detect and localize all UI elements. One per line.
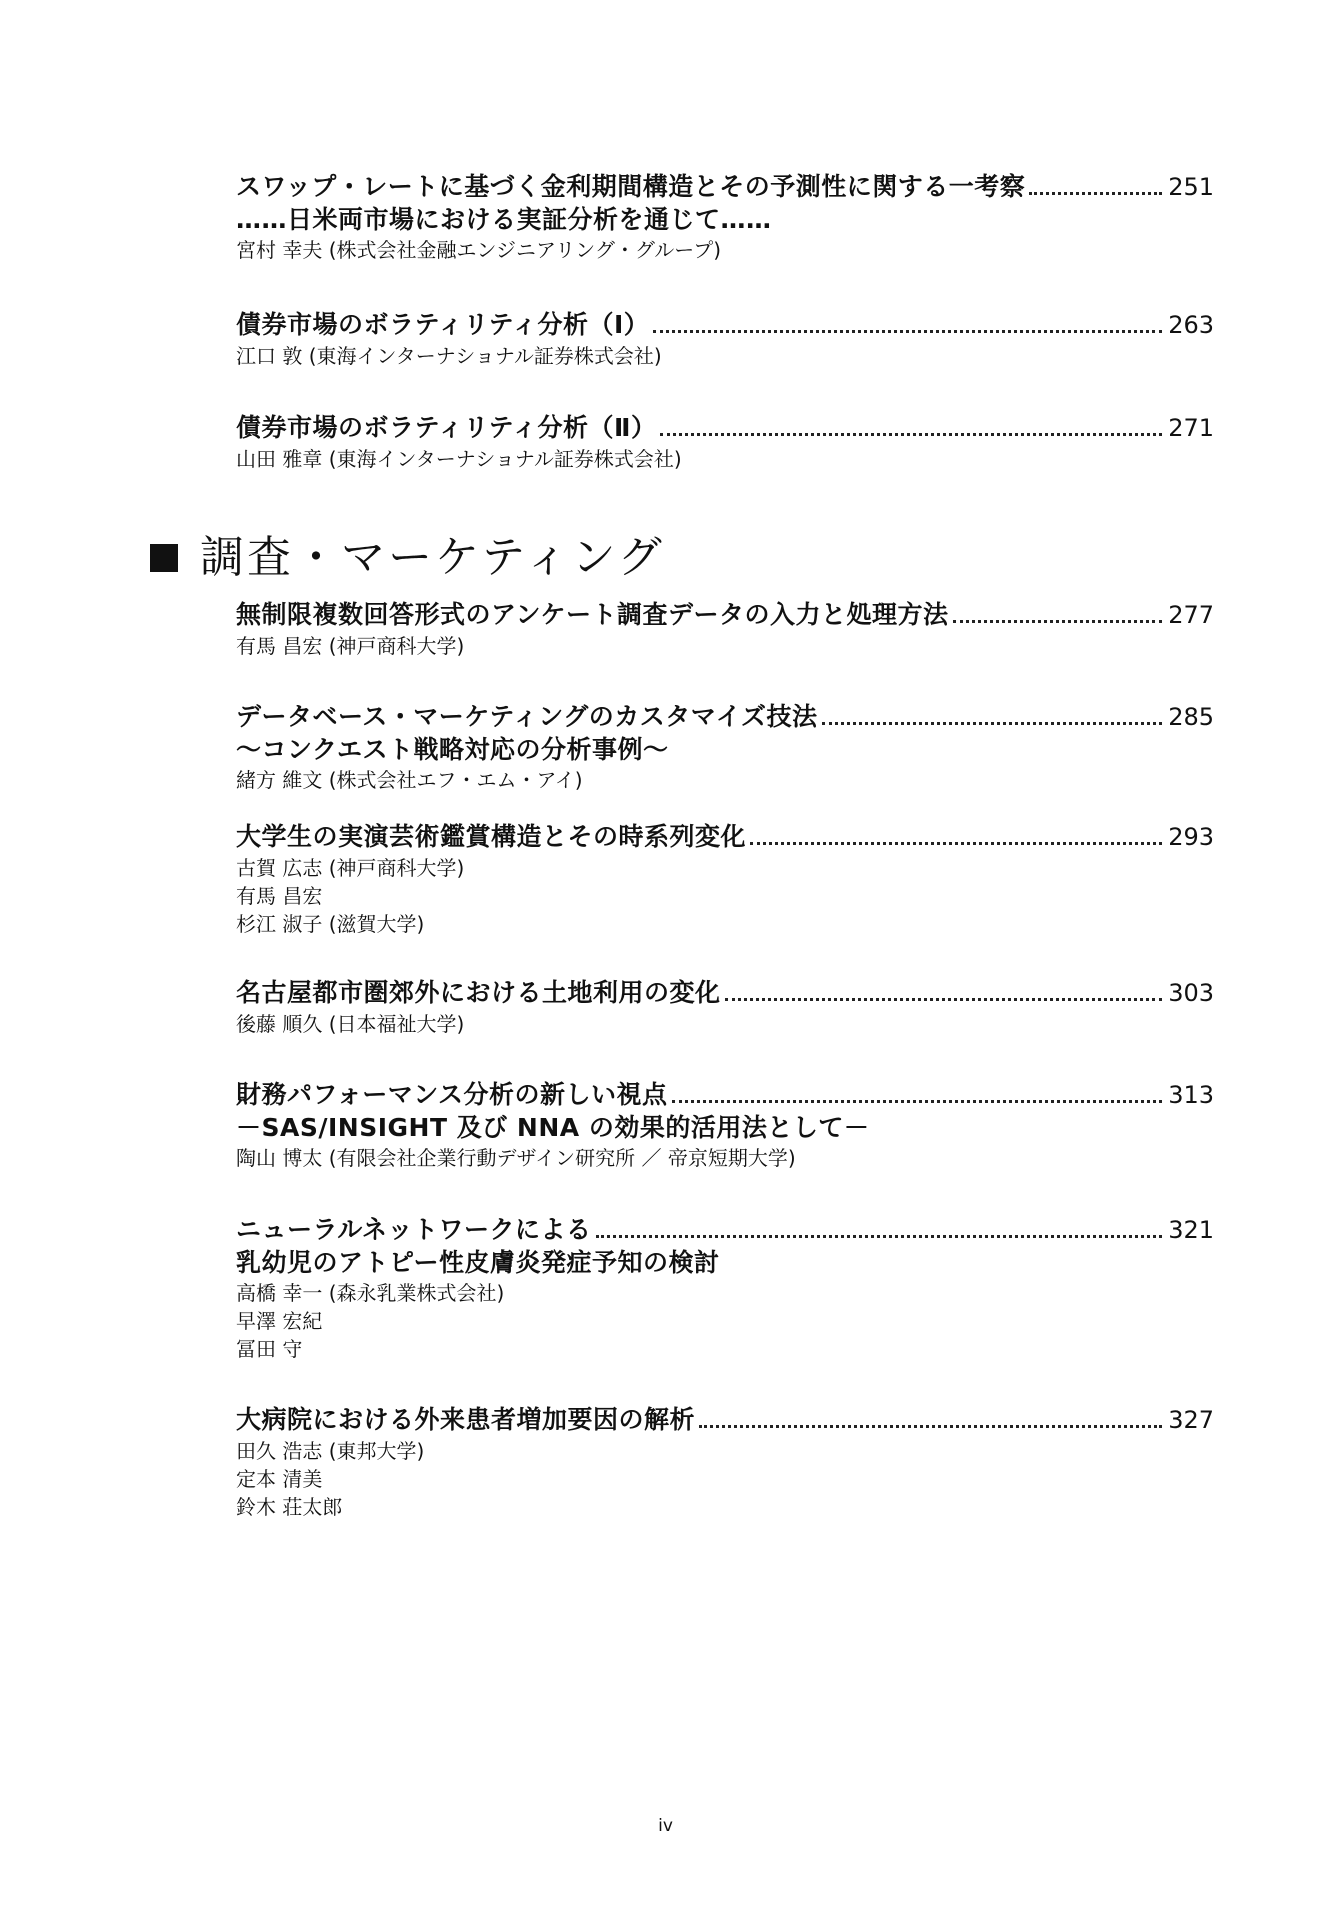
entry-subtitle: 乳幼児のアトピー性皮膚炎発症予知の検討 — [236, 1248, 720, 1277]
entry-author: 宮村 幸夫 (株式会社金融エンジニアリング・グループ) — [236, 238, 722, 262]
entry-subtitle: －SAS/INSIGHT 及び NNA の効果的活用法として－ — [236, 1113, 870, 1142]
entry-page-number: 303 — [1168, 979, 1214, 1007]
entry-title[interactable]: 無制限複数回答形式のアンケート調査データの入力と処理方法 — [236, 600, 949, 629]
entry-author: 江口 敦 (東海インターナショナル証券株式会社) — [236, 344, 662, 368]
toc-entry-row — [236, 1213, 1214, 1247]
dot-leader — [725, 998, 1163, 1001]
entry-author: 古賀 広志 (神戸商科大学) — [236, 856, 465, 880]
toc-entry — [236, 976, 1214, 1038]
toc-entry-row — [236, 820, 1214, 854]
dot-leader — [596, 1235, 1163, 1238]
dot-leader — [750, 842, 1162, 845]
entry-title[interactable]: 債券市場のボラティリティ分析（Ⅱ） — [236, 413, 657, 442]
toc-entry — [236, 1213, 1214, 1363]
toc-entry-row — [236, 598, 1214, 632]
toc-entry — [236, 820, 1214, 938]
entry-title[interactable]: ニューラルネットワークによる — [236, 1215, 592, 1244]
toc-entry — [236, 700, 1214, 794]
toc-entry — [236, 1078, 1214, 1172]
entry-page-number: 313 — [1168, 1081, 1214, 1109]
entry-subtitle: ……日米両市場における実証分析を通じて…… — [236, 205, 772, 234]
entry-author: 後藤 順久 (日本福祉大学) — [236, 1012, 465, 1036]
entry-title[interactable]: スワップ・レートに基づく金利期間構造とその予測性に関する一考察 — [236, 172, 1026, 201]
square-bullet-icon — [150, 544, 178, 572]
entry-author: 高橋 幸一 (森永乳業株式会社) — [236, 1281, 505, 1305]
entry-author: 早澤 宏紀 — [236, 1309, 323, 1333]
toc-entry-row — [236, 700, 1214, 734]
entry-author: 鈴木 荘太郎 — [236, 1495, 343, 1519]
entry-author: 冨田 守 — [236, 1337, 303, 1361]
toc-entry — [236, 308, 1214, 370]
dot-leader — [672, 1100, 1163, 1103]
entry-author: 山田 雅章 (東海インターナショナル証券株式会社) — [236, 447, 682, 471]
section-title: 調査・マーケティング — [200, 532, 665, 583]
entry-author: 有馬 昌宏 — [236, 884, 323, 908]
entry-author: 緒方 維文 (株式会社エフ・エム・アイ) — [236, 768, 583, 792]
entry-title[interactable]: 名古屋都市圏郊外における土地利用の変化 — [236, 978, 721, 1007]
section-heading — [150, 528, 665, 588]
toc-entry-row — [236, 308, 1214, 342]
toc-entry — [236, 598, 1214, 660]
entry-author: 田久 浩志 (東邦大学) — [236, 1439, 425, 1463]
toc-entry-row — [236, 170, 1214, 204]
dot-leader — [1029, 192, 1162, 195]
toc-entry — [236, 170, 1214, 264]
entry-title[interactable]: 大学生の実演芸術鑑賞構造とその時系列変化 — [236, 822, 747, 851]
entry-author: 有馬 昌宏 (神戸商科大学) — [236, 634, 465, 658]
entry-page-number: 277 — [1168, 601, 1214, 629]
page-number-footer: iv — [658, 1816, 673, 1836]
entry-page-number: 271 — [1168, 414, 1214, 442]
entry-page-number: 263 — [1168, 311, 1214, 339]
dot-leader — [653, 330, 1162, 333]
entry-title[interactable]: 大病院における外来患者増加要因の解析 — [236, 1405, 696, 1434]
dot-leader — [953, 620, 1163, 623]
toc-entry-row — [236, 1403, 1214, 1437]
toc-entry-row — [236, 976, 1214, 1010]
entry-page-number: 293 — [1168, 823, 1214, 851]
entry-title[interactable]: データベース・マーケティングのカスタマイズ技法 — [236, 702, 818, 731]
toc-entry-row — [236, 411, 1214, 445]
entry-subtitle: 〜コンクエスト戦略対応の分析事例〜 — [236, 735, 669, 764]
entry-author: 陶山 博太 (有限会社企業行動デザイン研究所 ／ 帝京短期大学) — [236, 1146, 796, 1170]
toc-entry — [236, 1403, 1214, 1521]
toc-entry-row — [236, 1078, 1214, 1112]
dot-leader — [822, 722, 1163, 725]
dot-leader — [699, 1425, 1162, 1428]
entry-title[interactable]: 財務パフォーマンス分析の新しい視点 — [236, 1080, 668, 1109]
entry-page-number: 251 — [1168, 173, 1214, 201]
entry-author: 杉江 淑子 (滋賀大学) — [236, 912, 425, 936]
entry-author: 定本 清美 — [236, 1467, 323, 1491]
entry-page-number: 327 — [1168, 1406, 1214, 1434]
entry-page-number: 321 — [1168, 1216, 1214, 1244]
toc-entry — [236, 411, 1214, 473]
entry-page-number: 285 — [1168, 703, 1214, 731]
entry-title[interactable]: 債券市場のボラティリティ分析（Ⅰ） — [236, 310, 650, 339]
dot-leader — [660, 433, 1162, 436]
